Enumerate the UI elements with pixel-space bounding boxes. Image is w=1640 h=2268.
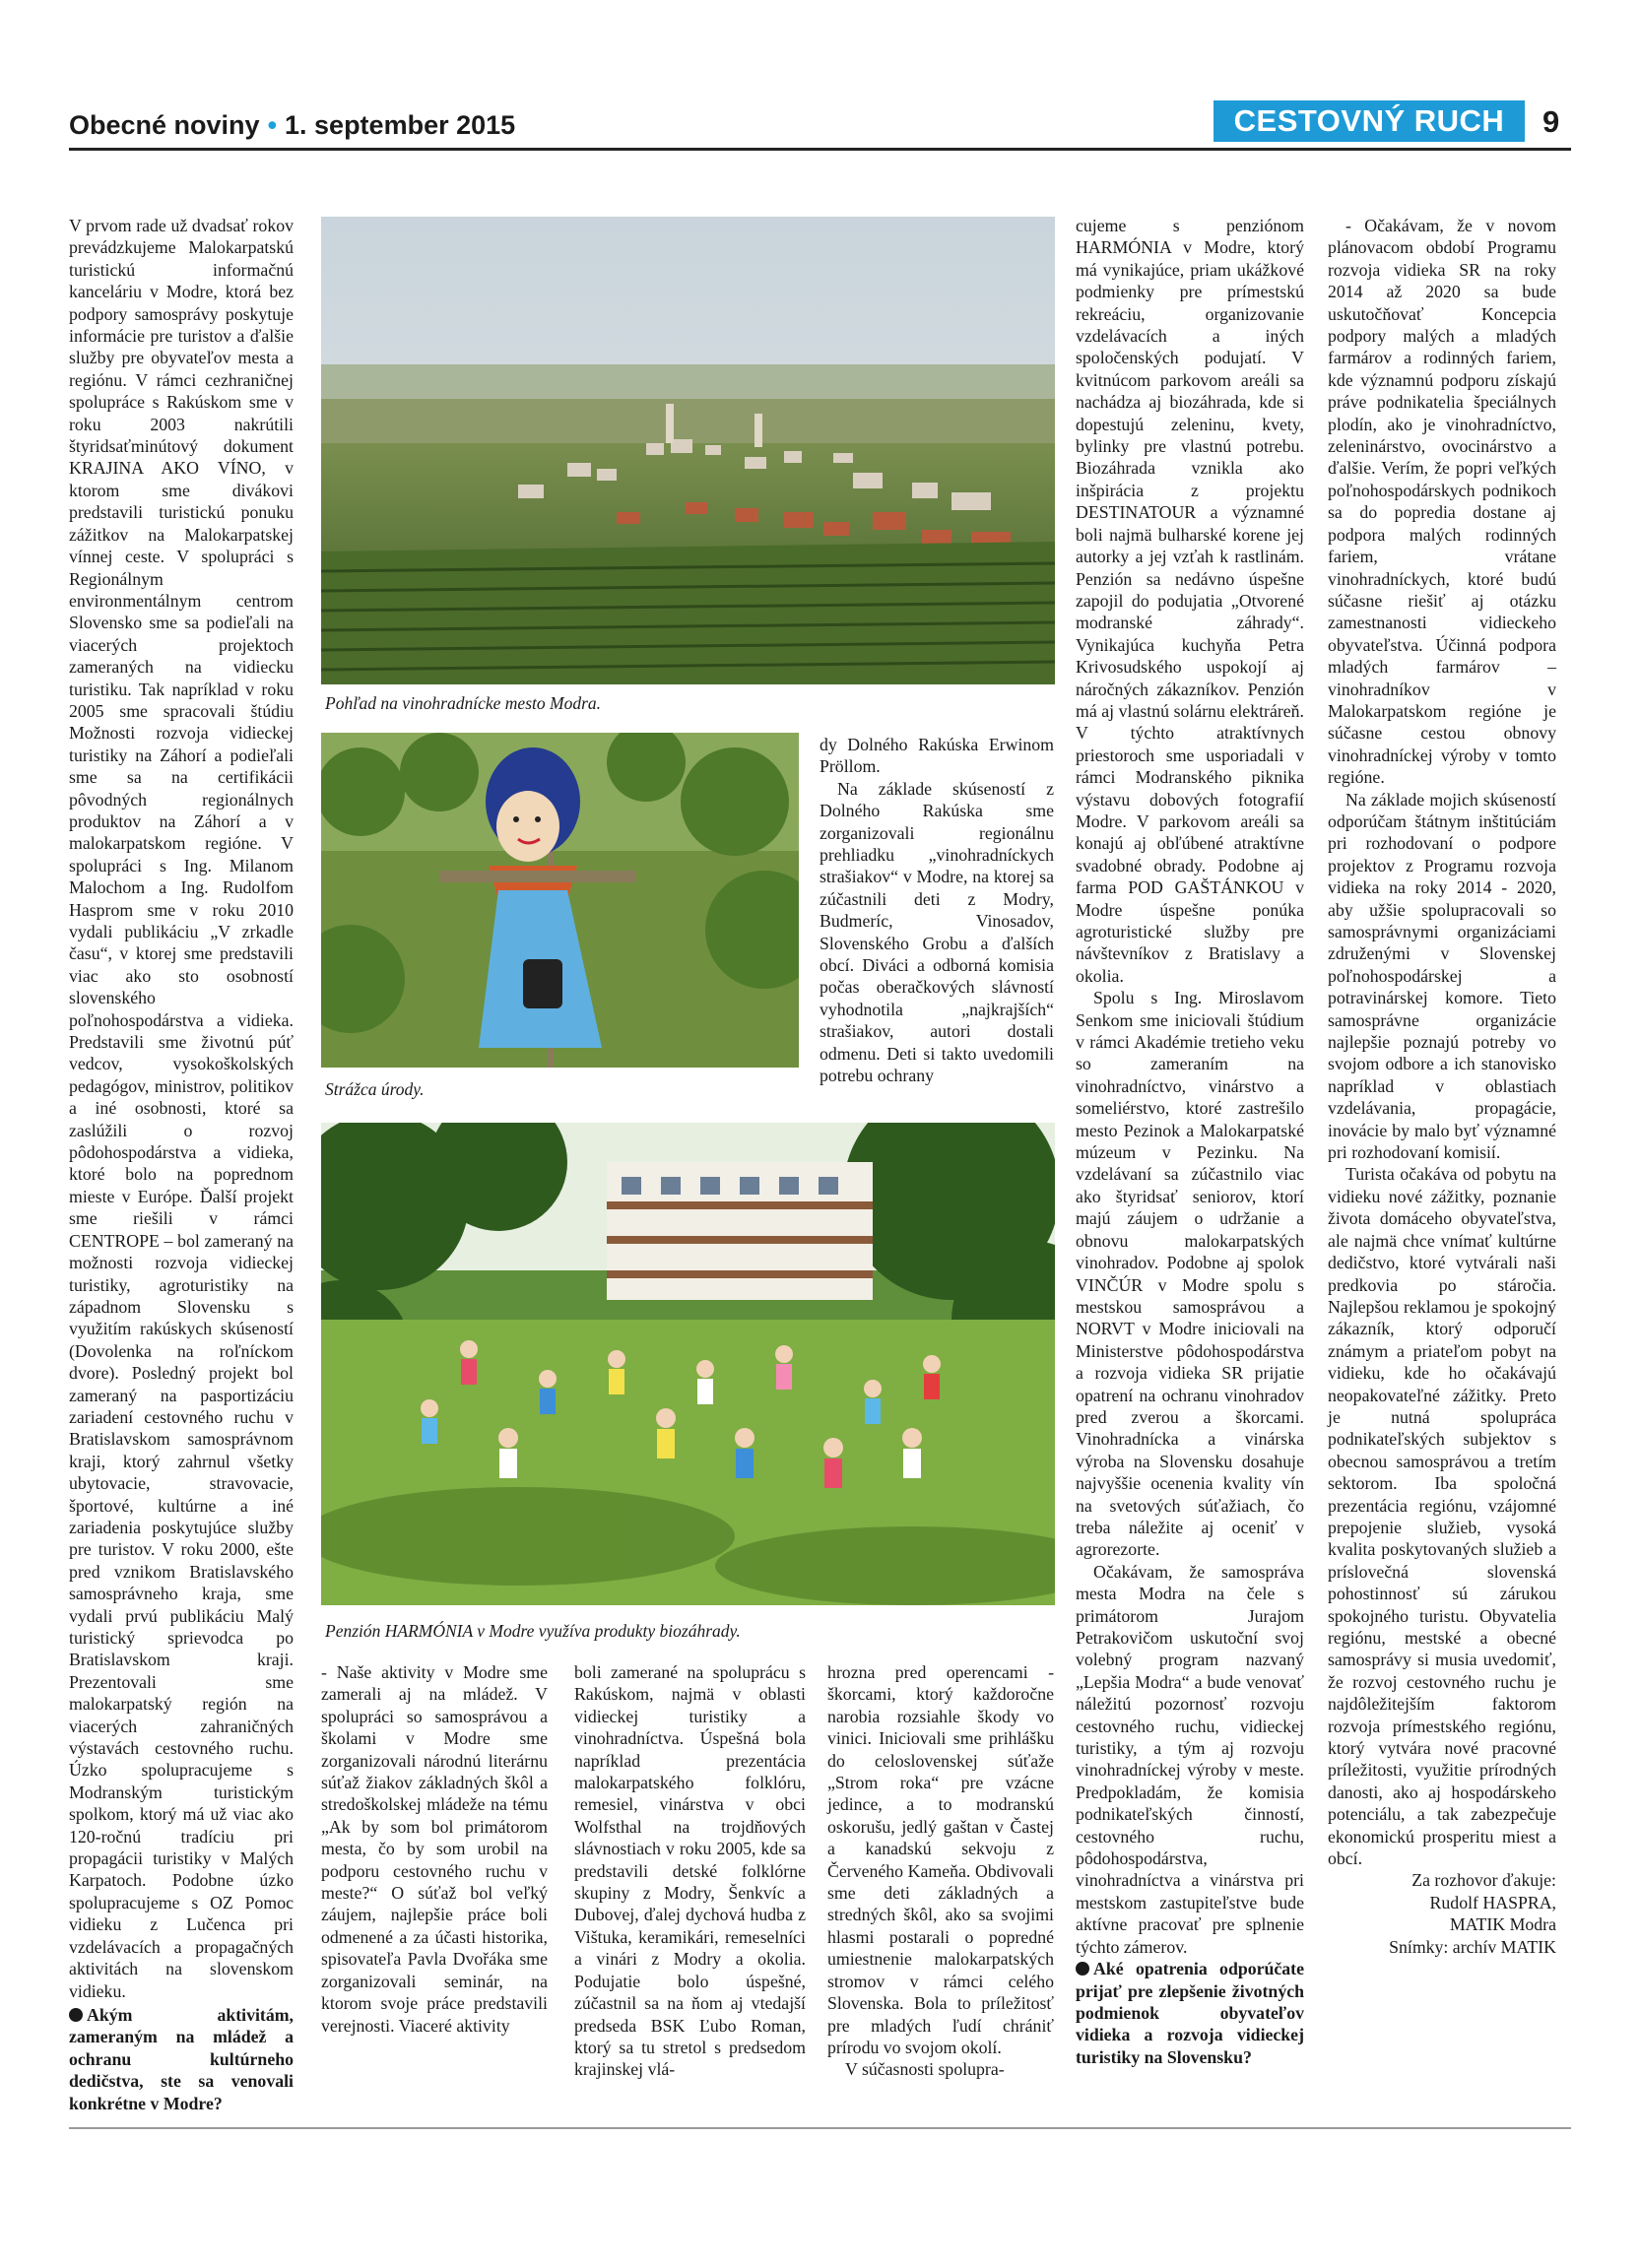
question-text: Aké opatrenia odporúčate prijať pre zlepšenie životných podmienok obyvateľov vidieka a rozvoja vidieckej turistiky na Slovensku? [1076,1959,1304,2067]
issue-date: 1. september 2015 [285,110,516,140]
paragraph: V súčasnosti spolupra- [845,2059,1005,2080]
question-text: Akým aktivitám, zameraným na mládež a ochranu kultúrneho dedičstva, ste sa venovali konkrétne v Modre? [69,2004,294,2113]
paragraph: boli zamerané na spoluprácu s Rakúskom, najmä v oblasti vidieckej turistiky a vinohradníctva. Úspešná bola napríklad prezentácia malokarpatského folklóru, remesiel, vinárstva v obci Wolfsthal na trojdňových slávnostiach v roku 2005, kde sa predstavili detské folklórne skupiny z Modry, Šenkvíc a Dubovej, ďalej dychová hudba z Vištuka, keramikári, remeselníci a vinári z Modry a okolia. Podujatie bolo úspešné, zúčastnil sa na ňom aj vtedajší predseda BSK Ľubo Roman, ktorý sa tu stretol s predsedom krajinskej vlá- [574,1662,806,2080]
paragraph: hrozna pred operencami - škorcami, ktorý každoročne narobia rozsiahle škody vo vinici. Iniciovali sme prihlášku do celoslovenskej súťaže „Strom roka“ pre vzácne jedince, a to modranskú oskorušu, jedlý gaštan v Častej a kanadskú sekvoju z Červeného Kameňa. Obdivovali sme deti základných a stredných škôl, ako sa svojimi hlasmi postarali o popredné umiestnenie malokarpatských stromov v rámci celého Slovenska. Bola to príležitosť pre mladých ľudí chrániť prírodu vo svojom okolí. [827,1662,1054,2057]
bullet-icon [69,2008,83,2022]
page-number: 9 [1542,104,1560,139]
page-header [69,98,1571,146]
paragraph: Na základe skúseností z Dolného Rakúska sme zorganizovali regionálnu prehliadku „vinohradníckych strašiakov“ v Modre, na ktorej sa zúčastnili deti z Modry, Budmeríc, Vinosadov, Slovenského Grobu a ďalších obcí. Diváci a odborná komisia počas oberačkových slávností vyhodnotila „najkrajších“ strašiakov, autori dostali odmenu. Deti si takto uvedomili potrebu ochrany [820,778,1054,1086]
header-rule [69,148,1571,151]
scarecrow-image [321,733,799,1068]
interview-question [69,2004,294,2114]
paragraph: Spolu s Ing. Miroslavom Senkom sme iniciovali štúdium v rámci Akadémie tretieho veku so zameraním na vinohradníctvo, vinárstvo a someliérstvo, ktoré zastrešilo mesto Pezinok a Malokarpatské múzeum v Pezinku. Na vzdelávaní sa zúčastnilo viac ako štyridsať seniorov, ktorí majú záujem o udržanie a obnovu malokarpatských vinohradov. Podobne aj spolok VINČÚR v Modre spolu s mestskou samosprávou a NORVT v Modre iniciovali na Ministerstve pôdohospodárstva a rozvoja vidieka SR prijatie opatrení na ochranu vinohradov pred zverou a škorcami. Vinohradnícka a vinárska výroba na Slovensku dosahuje najvyššie ocenenia kvality vín na svetových súťažiach, čo treba náležite aj oceniť v agrorezorte. [1076,988,1304,1560]
article-column-5 [1328,215,1556,1958]
article-column-4 [1076,215,1304,2068]
signature-organization: MATIK Modra [1449,1914,1556,1935]
paragraph: dy Dolného Rakúska Erwinom Pröllom. [820,735,1054,777]
masthead [69,110,515,141]
caption-photo-modra: Pohľad na vinohradnícke mesto Modra. [325,693,601,713]
paragraph: Turista očakáva od pobytu na vidieku nové zážitky, poznanie života domáceho obyvateľstva, ale najmä chce vnímať kultúrne dedičstvo, ktoré vytvárali naši predkovia po stáročia. Najlepšou reklamou je spokojný zákazník, ktorý odporučí známym a priateľom pobyt na vidieku, kde ho očakávajú neopakovateľné zážitky. Preto je nutná spolupráca podnikateľských subjektov s obecnou samosprávou a tretím sektorom. Iba spoločná prezentácia regiónu, vzájomné prepojenie služieb, vysoká kvalita poskytovaných služieb a príslovečná slovenská pohostinnosť sú zárukou spokojného turistu. Obyvatelia regiónu, mestské a obecné samosprávy si musia uvedomiť, že rozvoj cestovného ruchu je najdôležitejším faktorom rozvoja prímestského regiónu, ktorý vytvára nové pracovné príležitosti, využitie prírodných danosti, ako aj hospodárskeho potenciálu, a tak zabezpečuje ekonomickú prosperitu miest a obcí. [1328,1164,1556,1869]
bullet-icon [1076,1962,1089,1976]
photo-scarecrow [321,733,799,1068]
interview-question [1076,1958,1304,2068]
photo-harmonia-guesthouse [321,1123,1055,1605]
section-label: CESTOVNÝ RUCH [1214,100,1525,142]
caption-photo-harmonia: Penzión HARMÓNIA v Modre využíva produkty biozáhrady. [325,1621,741,1641]
paragraph: cujeme s penziónom HARMÓNIA v Modre, ktorý má vynikajúce, priam ukážkové podmienky pre prímestskú rekreáciu, organizovanie vzdelávacích a iných spoločenských podujatí. V kvitnúcom parkovom areáli sa nachádza aj biozáhrada, kde si dopestujú zeleninu, kvety, bylinky pre vlastnú potrebu. Biozáhrada vznikla ako inšpirácia z projektu DESTINATOUR a významné boli najmä bulharské korene jej autorky a jej vzťah k rastlinám. Penzión sa nedávno úspešne zapojil do podujatia „Otvorené modranské záhrady“. Vynikajúca kuchyňa Petra Krivosudského uspokojí aj náročných zákazníkov. Penzión má aj vlastnú solárnu elektráreň. V týchto atraktívnych priestoroch sme usporiadali v rámci Modranského piknika výstavu dobových fotografií Modre. V parkovom areáli sa konajú aj obľúbené atraktívne svadobné obrady. Podobne aj farma POD GAŠTÁNKOU v Modre úspešne ponúka agroturistické služby pre návštevníkov z Bratislavy a okolia. [1076,216,1304,986]
separator-dot-icon: • [267,110,278,140]
paragraph: - Očakávam, že v novom plánovacom období Programu rozvoja vidieka SR na roky 2014 až 2020 sa bude uskutočňovať Koncepcia podpory malých a mladých farmárov a rodinných fariem, kde významnú podporu získajú práve podnikatelia špeciálnych plodín, ako je vinohradníctvo, zeleninárstvo, ovocinárstvo a ďalšie. Verím, že popri veľkých poľnohospodárskych podnikoch sa do popredia dostane aj podpora malých rodinných fariem, vrátane vinohradníckych, ktoré budú súčasne riešiť aj otázku zamestnanosti vidieckeho obyvateľstva. Účinná podpora mladých farmárov – vinohradníkov v Malokarpatskom regióne je súčasne cestou obnovy vinohradníckej výroby v tomto regióne. [1328,216,1556,788]
article-column-3-lower [574,1661,806,2081]
article-column-4-lower [827,1661,1054,2081]
article-signature [1328,1869,1556,1958]
paragraph: - Naše aktivity v Modre sme zamerali aj na mládež. V spolupráci so samosprávou a školami v Modre sme zorganizovali národnú literárnu súťaž žiakov základných škôl a stredoškolskej mládeže na tému „Ak by som bol primátorom mesta, čo by som urobil na podporu cestovného ruchu v meste?“ O súťaž bol veľký záujem, najlepšie práce boli odmenené a za účasti historika, spisovateľa Pavla Dvořáka sme zorganizovali seminár, na ktorom svoje práce predstavili verejnosti. Viaceré aktivity [321,1662,548,2036]
photo-modra-town [321,217,1055,684]
caption-photo-scarecrow: Strážca úrody. [325,1079,425,1099]
guesthouse-garden-image [321,1123,1055,1605]
photo-credit: Snímky: archív MATIK [1389,1936,1556,1957]
paragraph: Očakávam, že samospráva mesta Modra na čele s primátorom Jurajom Petrakovičom uskutoční svoj volebný program nazvaný „Lepšia Modra“ a bude venovať náležitú pozornosť rozvoju cestovného ruchu, vidieckej turistiky, a tým aj rozvoju vinohradníckej výroby v meste. Predpokladám, že komisia podnikateľských činností, cestovného ruchu, pôdohospodárstva, vinohradníctva a vinárstva pri mestskom zastupiteľstve bude aktívne pracovať pre splnenie týchto zámerov. [1076,1561,1304,1957]
footer-rule [69,2127,1571,2129]
article-column-2-lower [321,1661,548,2037]
paragraph: Na základe mojich skúseností odporúčam štátnym inštitúciám pri rozhodovaní o podpore projektov z Programu rozvoja vidieka na roky 2014 - 2020, aby užšie spolupracovali so samosprávnymi organizáciami združenými v Slovenskej poľnohospodárskej a potravinárskej komore. Tieto samosprávne organizácie najlepšie poznajú potreby vo svojom odbore a ich stanovisko napríklad v oblastiach vzdelávania, propagácie, inovácie by malo byť významné pri rozhodovaní komisií. [1328,789,1556,1163]
publication-name: Obecné noviny [69,110,260,140]
article-column-1 [69,215,294,2114]
paragraph: V prvom rade už dvadsať rokov prevádzkujeme Malokarpatskú turistickú informačnú kanceláriu v Modre, ktorá bez podpory samosprávy poskytuje informácie pre turistov a ďalšie služby pre obyvateľov mesta a regiónu. V rámci cezhraničnej spolupráce s Rakúskom sme v roku 2003 nakrútili štyridsaťminútový dokument KRAJINA AKO VÍNO, v ktorom sme divákovi predstavili turistickú ponuku zážitkov na Malokarpatskej vínnej ceste. V spolupráci s Regionálnym environmentálnym centrom Slovensko sme sa podieľali na viacerých projektoch zameraných na vidiecku turistiku. Tak napríklad v roku 2005 sme spracovali štúdiu Možnosti rozvoja vidieckej turistiky na Záhorí a podieľali sme sa na certifikácii pôvodných regionálnych produktov na Záhorí a v malokarpatskom regióne. V spolupráci s Ing. Milanom Malochom a Ing. Rudolfom Hasprom sme v roku 2010 vydali publikáciu „V zrkadle času“, v ktorej sme predstavili viac ako sto osobností slovenského poľnohospodárstva a vidieka. Predstavili sme životnú púť vedcov, vysokoškolských pedagógov, ministrov, politikov a iné osobnosti, ktoré sa zaslúžili o rozvoj pôdohospodárstva a vidieka, ktoré bolo na poprednom mieste v Európe. Ďalší projekt sme riešili v rámci CENTROPE – bol zameraný na možnosti rozvoja vidieckej turistiky, agroturistiky na západnom Slovensku s využitím rakúskych skúseností (Dovolenka na roľníckom dvore). Posledný projekt bol zameraný na pasportizáciu zariadení cestovného ruchu v Bratislavskom samosprávnom kraji, ktorý zahrnul všetky ubytovacie, stravovacie, športové, kultúrne a iné zariadenia poskytujúce služby pre turistov. V roku 2000, ešte pred vznikom Bratislavského samosprávneho kraja, sme vydali prvú publikáciu Malý turistický sprievodca po Bratislavskom kraji. Prezentovali sme malokarpatský región na viacerých zahraničných výstavách cestovného ruchu. Úzko spolupracujeme s Modranským turistickým spolkom, ktorý má už viac ako 120-ročnú tradíciu pri propagácii turistiky v Malých Karpatoch. Podobne úzko spolupracujeme s OZ Pomoc vidieku z Lučenca pri vzdelávacích a propagačných aktivitách na slovenskom vidieku. [69,216,294,2001]
article-column-3-upper [820,734,1054,1087]
signature-author: Rudolf HASPRA, [1429,1892,1556,1912]
town-landscape-image [321,217,1055,684]
signature-line: Za rozhovor ďakuje: [1411,1870,1556,1891]
